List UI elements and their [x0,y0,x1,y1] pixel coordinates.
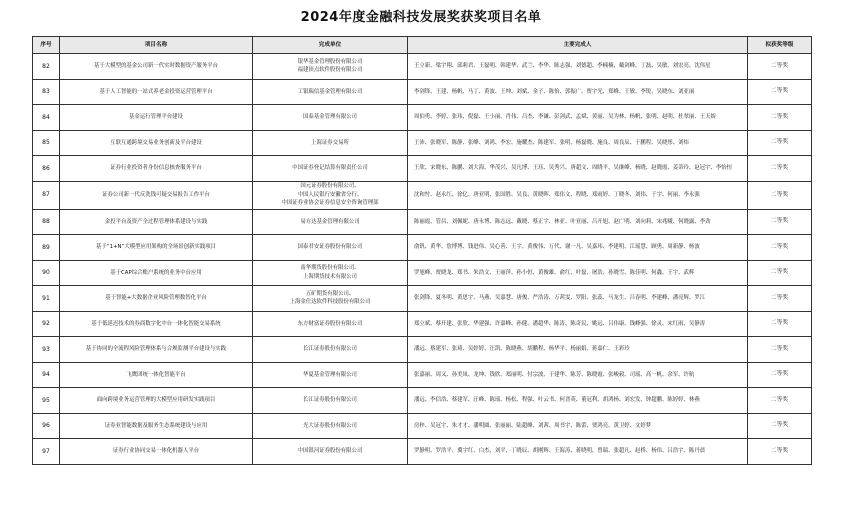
cell-award-level: 二等奖 [748,181,812,209]
cell-unit: 长江证券股份有限公司 [253,388,408,414]
cell-main-people: 潘远、蔡建军、张琦、吴婷婷、汪凯、陈晓燕、胡鹏程、杨华平、杨丽娟、蒋嘉仁、王彩玲 [408,337,748,363]
table-header [33,37,812,54]
cell-award-level: 二等奖 [748,79,812,105]
table-row [33,311,812,337]
cell-number: 87 [33,181,60,209]
cell-project-name: 基于智能+大数据企业风险管理数智化平台 [60,286,253,312]
table-row [33,260,812,286]
header-main-people: 主要完成人 [408,37,748,54]
table-row [33,337,812,363]
cell-unit: 国泰君安证券股份有限公司 [253,235,408,261]
cell-award-level: 二等奖 [748,156,812,182]
cell-project-name: 证券公司新一代反洗钱可疑交易报告工作平台 [60,181,253,209]
cell-main-people: 王欣、宋晓东、陈鹏、刘大海、华茂兴、吴凡博、王珏、吴秀兴、唐超文、周晓平、吴继峰、杨晓、赵晓霞、姜蒂玲、赵冠宇、李怡恒 [408,156,748,182]
table-row [33,79,812,105]
cell-unit: 工银瑞信基金管理有限公司 [253,79,408,105]
document-title: 2024年度金融科技发展奖获奖项目名单 [300,10,542,25]
cell-award-level: 二等奖 [748,54,812,80]
cell-main-people: 张嘉丽、周又、孙美凤、龙坤、钱欣、郑丽明、付宗波、于建华、陈芳、陈晓霞、张峻毅、司瑶、高一帆、余军、许航 [408,362,748,388]
cell-project-name: 证券行业投资者身份信息核查服务平台 [60,156,253,182]
cell-award-level: 二等奖 [748,260,812,286]
cell-project-name: 基于协同的全流程风险管理体系与合规监测平台建设与实践 [60,337,253,363]
cell-main-people: 张剑锋、夏冬明、黄思宇、马燕、吴嘉慧、唐俊、严浩涛、万茜雯、罗阳、张蕊、马龙生、吕春明、李建峰、潘亮辉、罗江 [408,286,748,312]
cell-project-name: 基金运行管理平台建设 [60,105,253,131]
cell-unit: 国泰基金管理有限公司 [253,105,408,131]
cell-main-people: 潘远、李信浩、蔡建军、汪峰、陈瑶、杨松、程强、叶云书、何晋英、董冠利、胡鸿杨、刘宏发、钟超鹏、陈婷婷、林燕 [408,388,748,414]
table-row [33,362,812,388]
cell-main-people: 房梓、吴冠宇、朱才才、潘明圆、张丽丽、陆超峰、刘茜、周书宇、陈蕾、贾鸿亮、黄卫婷、文婷梦 [408,413,748,439]
cell-number: 88 [33,209,60,235]
cell-award-level: 二等奖 [748,388,812,414]
cell-number: 92 [33,311,60,337]
cell-number: 89 [33,235,60,261]
cell-number: 94 [33,362,60,388]
cell-award-level: 二等奖 [748,439,812,465]
table-row [33,105,812,131]
cell-award-level: 二等奖 [748,105,812,131]
cell-number: 90 [33,260,60,286]
cell-award-level: 二等奖 [748,209,812,235]
cell-project-name: 基于“1+N”大模型应用架构的全场景创新实践项目 [60,235,253,261]
cell-project-name: 面向跨境业务运营管理的大模型应用研发实践项目 [60,388,253,414]
cell-unit: 中国证券登记结算有限责任公司 [253,156,408,182]
cell-project-name: 飞鹰团统一体化智能平台 [60,362,253,388]
table-row [33,235,812,261]
cell-project-name: 基于大模型的基金公司新一代实时数据资产服务平台 [60,54,253,80]
cell-number: 82 [33,54,60,80]
table-row [33,209,812,235]
award-table [32,36,812,465]
cell-unit: 华夏基金管理有限公司 [253,362,408,388]
cell-main-people: 俞钒、黄华、詹博博、钱进伟、吴心善、王宇、黄俊伟、万代、谢一凡、吴嘉玮、李建明、江瑶慧、顾勇、周新静、杨波 [408,235,748,261]
cell-number: 83 [33,79,60,105]
cell-project-name: 基于CAP综合账户系统的业务中台应用 [60,260,253,286]
cell-number: 91 [33,286,60,312]
header-unit: 完成单位 [253,37,408,54]
cell-number: 93 [33,337,60,363]
cell-unit: 五矿期货有限公司、 上海金仕达软件科技股份有限公司 [253,286,408,312]
cell-unit: 东方财富证券股份有限公司 [253,311,408,337]
cell-number: 97 [33,439,60,465]
cell-unit: 上海证券交易所 [253,130,408,156]
table-row [33,413,812,439]
header-project-name: 项目名称 [60,37,253,54]
cell-project-name: 互联互通跨境交易业务创新及平台建设 [60,130,253,156]
cell-number: 84 [33,105,60,131]
cell-main-people: 王立新、梁宇翔、邱莉君、王磊明、韩建华、武兰、李华、陈志强、刘德超、李楠楠、戴剑峰、丁磊、吴敏、刘宏亮、沈伟星 [408,54,748,80]
cell-award-level: 二等奖 [748,286,812,312]
cell-project-name: 证券业智能数据及服务生态系统建设与应用 [60,413,253,439]
cell-unit: 中国银河证券股份有限公司 [253,439,408,465]
cell-award-level: 二等奖 [748,413,812,439]
cell-award-level: 二等奖 [748,235,812,261]
table-row [33,54,812,80]
cell-unit: 银华基金管理股份有限公司 福建顶点软件股份有限公司 [253,54,408,80]
cell-number: 96 [33,413,60,439]
table-body [33,54,812,465]
cell-project-name: 证券行业协同交易一体化机器人平台 [60,439,253,465]
cell-award-level: 二等奖 [748,362,812,388]
cell-unit: 长江证券股份有限公司 [253,337,408,363]
cell-project-name: 金投平台及资产全过程管理体系建设与实践 [60,209,253,235]
table-header-row [33,37,812,54]
table-row [33,439,812,465]
cell-main-people: 李剑锋、王建、杨帆、马丁、黄波、王坤、刘斌、金子、陈怡、郭振广、贾宇光、郑峰、王敏、李锐、吴晓东、刘亚丽 [408,79,748,105]
cell-project-name: 基于人工智能的一站式养老金投资运营管理平台 [60,79,253,105]
cell-number: 86 [33,156,60,182]
cell-unit: 易方达基金管理有限公司 [253,209,408,235]
cell-award-level: 二等奖 [748,130,812,156]
cell-main-people: 陈丽霞、管昌、刘佩妮、唐永博、陈志远、戴晓、蔡正宇、林亚、叶亚丽、吕开旭、赵广明、刘向莉、宋兆曦、何晓露、李劲 [408,209,748,235]
cell-main-people: 罗静明、罗浩平、冀宇红、白杰、刘平、丁晓辰、胡刚辉、王海涛、蒋晓明、曾瑞、张超凡、赵桥、杨伟、吕浩宇、陈丹晨 [408,439,748,465]
cell-award-level: 二等奖 [748,337,812,363]
cell-unit: 国元证券股份有限公司、 中国人民银行安徽省分行、 中国证券业协会证券信息安全咨询管理部 [253,181,408,209]
cell-unit: 光大证券股份有限公司 [253,413,408,439]
cell-number: 85 [33,130,60,156]
cell-main-people: 郑立斌、蔡开建、张欣、华建强、许嘉峰、孙健、潘超华、陈涛、陈奇民、姚远、吕伟康、钱峰强、徐灵、宋红雨、吴静涛 [408,311,748,337]
table-row [33,130,812,156]
cell-unit: 南华期货股份有限公司、 上海期货技术有限公司 [253,260,408,286]
cell-main-people: 罗旭峰、贾晓龙、郑书、朱浩文、王丽萍、孙小恒、黄俊雄、俞红、叶磊、屠浩、孙晓雪、陈佳明、何鑫、王宇、武辉 [408,260,748,286]
table-row [33,286,812,312]
table-row [33,388,812,414]
cell-main-people: 沈和忖、赵永红、徐亿、唐亚明、张国胜、吴良、黄晓晖、郑伟文、程晓、郑雨婷、丁晓冬、刘伟、于宇、何丽、李永强 [408,181,748,209]
cell-award-level: 二等奖 [748,311,812,337]
header-number: 序号 [33,37,60,54]
cell-number: 95 [33,388,60,414]
cell-main-people: 王沛、张晓军、陈静、张峰、刘鸿、李宏、施耀杰、陈建军、张明、杨磊晓、施良、周良辰、于鹏程、吴晓彤、刘炜 [408,130,748,156]
table-row [33,156,812,182]
cell-project-name: 基于低延迟技术的券商数字化中台一体化智能交易系统 [60,311,253,337]
cell-main-people: 周伯勇、李婷、张玮、倪磊、王小丽、肖伟、吕杰、李谦、彭剑武、孟斌、黄丽、吴为林、杨帆、张明、赵明、杜翠丽、王天娇 [408,105,748,131]
table-row [33,181,812,209]
header-award-level: 拟获奖等级 [748,37,812,54]
